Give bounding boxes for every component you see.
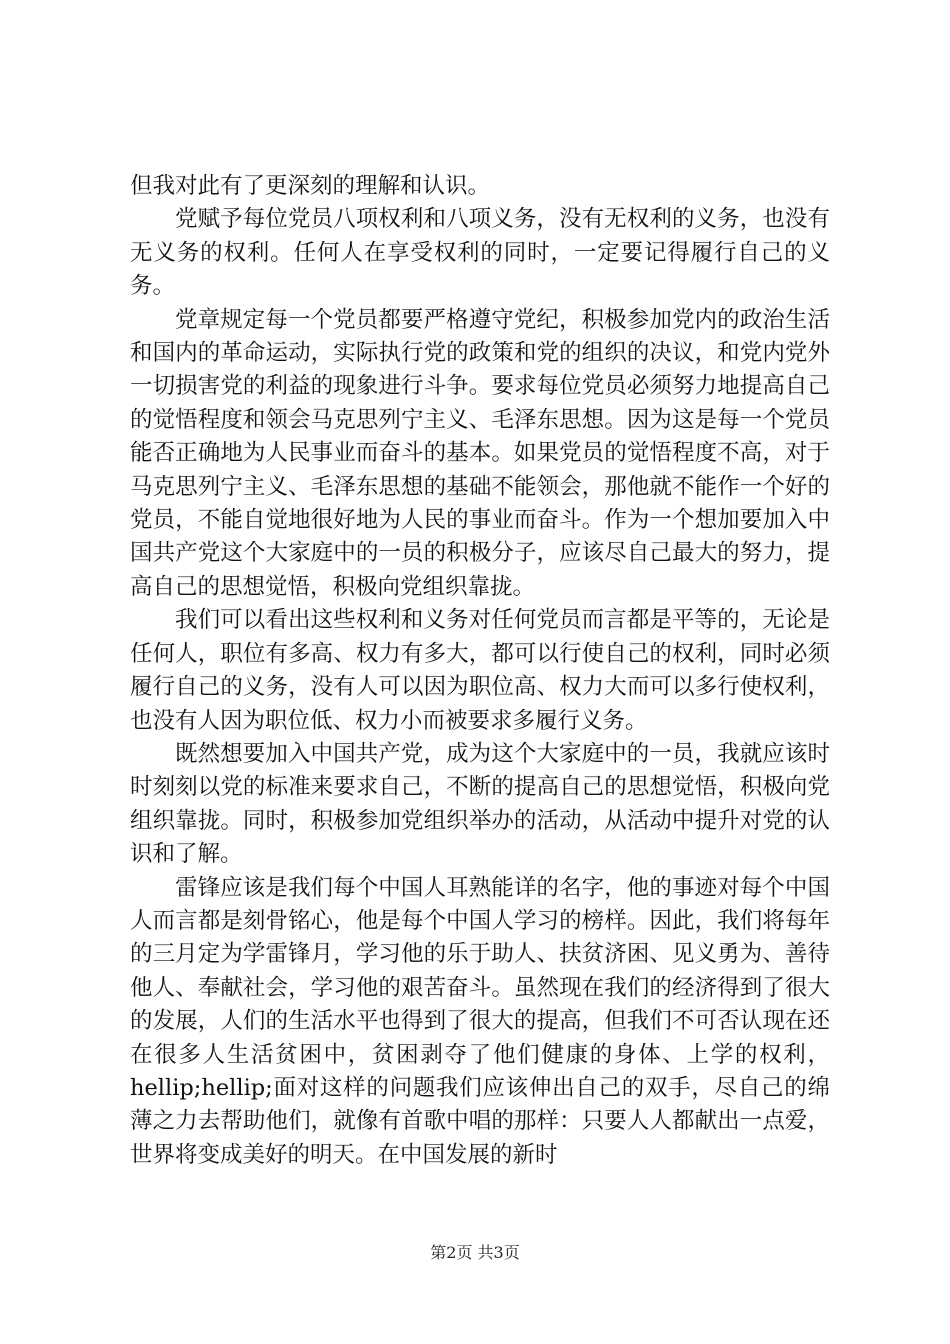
paragraph-6: 雷锋应该是我们每个中国人耳熟能详的名字，他的事迹对每个中国人而言都是刻骨铭心，他是每个中国人学习的榜样。因此，我们将每年的三月定为学雷锋月，学习他的乐于助人、扶贫济困、见义勇为、善待他人、奉献社会，学习他的艰苦奋斗。虽然现在我们的经济得到了很大的发展，人们的生活水平也得到了很大的提高，但我们不可否认现在还在很多人生活贫困中，贫困剥夺了他们健康的身体、上学的权利，hellip;hellip;面对这样的问题我们应该伸出自己的双手，尽自己的绵薄之力去帮助他们，就像有首歌中唱的那样：只要人人都献出一点爱，世界将变成美好的明天。在中国发展的新时	[130, 874, 830, 1168]
document-body	[130, 170, 830, 1172]
paragraph-4: 我们可以看出这些权利和义务对任何党员而言都是平等的，无论是任何人，职位有多高、权力有多大，都可以行使自己的权利，同时必须履行自己的义务，没有人可以因为职位高、权力大而可以多行使权利，也没有人因为职位低、权力小而被要求多履行义务。	[130, 607, 830, 734]
paragraph-2: 党赋予每位党员八项权利和八项义务，没有无权利的义务，也没有无义务的权利。任何人在享受权利的同时，一定要记得履行自己的义务。	[130, 206, 830, 300]
paragraph-1: 但我对此有了更深刻的理解和认识。	[130, 173, 491, 199]
paragraph-3: 党章规定每一个党员都要严格遵守党纪，积极参加党内的政治生活和国内的革命运动，实际执行党的政策和党的组织的决议，和党内党外一切损害党的利益的现象进行斗争。要求每位党员必须努力地提高自己的觉悟程度和领会马克思列宁主义、毛泽东思想。因为这是每一个党员能否正确地为人民事业而奋斗的基本。如果党员的觉悟程度不高，对于马克思列宁主义、毛泽东思想的基础不能领会，那他就不能作一个好的党员，不能自觉地很好地为人民的事业而奋斗。作为一个想加要加入中国共产党这个大家庭中的一员的积极分子，应该尽自己最大的努力，提高自己的思想觉悟，积极向党组织靠拢。	[130, 306, 830, 600]
paragraph-5: 既然想要加入中国共产党，成为这个大家庭中的一员，我就应该时时刻刻以党的标准来要求自己，不断的提高自己的思想觉悟，积极向党组织靠拢。同时，积极参加党组织举办的活动，从活动中提升对党的认识和了解。	[130, 740, 830, 868]
page-number-footer: 第2页 共3页	[430, 1243, 520, 1262]
